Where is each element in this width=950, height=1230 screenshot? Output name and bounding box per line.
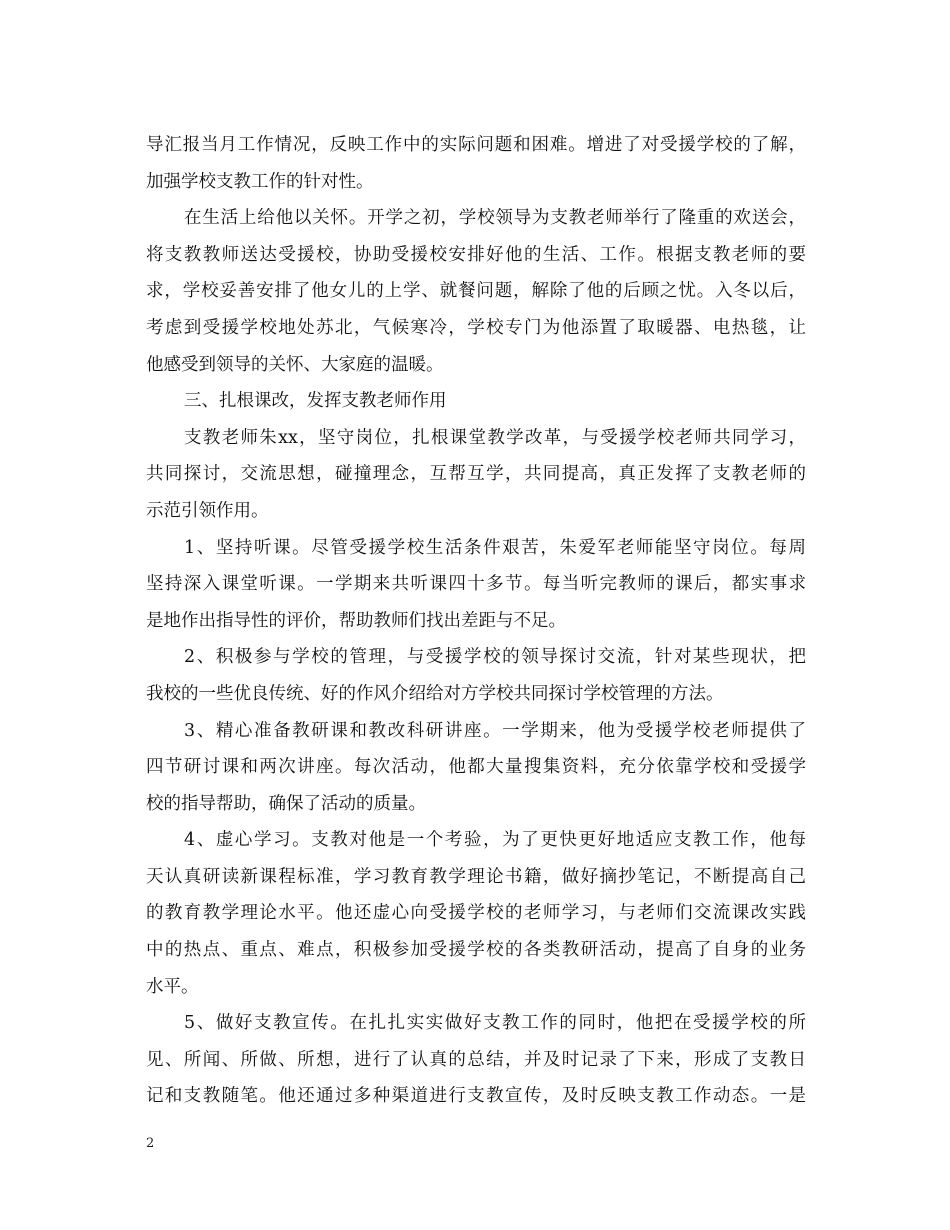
- text-line: 2、积极参与学校的管理，与受援学校的领导探讨交流，针对某些现状，把: [184, 647, 806, 668]
- text-line: 共同探讨，交流思想，碰撞理念，互帮互学，共同提高，真正发挥了支教老师的: [146, 464, 806, 485]
- text-line: 支教老师朱xx，坚守岗位，扎根课堂教学改革，与受援学校老师共同学习，: [184, 427, 806, 448]
- text-line: 四节研讨课和两次讲座。每次活动，他都大量搜集资料，充分依靠学校和受援学: [146, 757, 806, 778]
- text-line: 校的指导帮助，确保了活动的质量。: [146, 793, 426, 814]
- text-line: 导汇报当月工作情况，反映工作中的实际问题和困难。增进了对受援学校的了解，: [146, 135, 806, 155]
- text-line: 中的热点、重点、难点，积极参加受援学校的各类教研活动，提高了自身的业务: [146, 940, 806, 961]
- text-line: 坚持深入课堂听课。一学期来共听课四十多节。每当听完教师的课后，都实事求: [146, 574, 806, 595]
- text-line: 将支教教师送达受援校，协助受援校安排好他的生活、工作。根据支教老师的要: [146, 244, 806, 265]
- text-line: 5、做好支教宣传。在扎扎实实做好支教工作的同时，他把在受援学校的所: [184, 1013, 806, 1034]
- body-text: [146, 127, 806, 1115]
- text-line: 天认真研读新课程标准，学习教育教学理论书籍，做好摘抄笔记，不断提高自己: [146, 866, 806, 887]
- page-number: 2: [146, 1136, 155, 1151]
- text-line: 水平。: [146, 976, 199, 997]
- text-line: 的教育教学理论水平。他还虚心向受援学校的老师学习，与老师们交流课改实践: [146, 903, 806, 924]
- text-line: 见、所闻、所做、所想，进行了认真的总结，并及时记录了下来，形成了支教日: [146, 1049, 806, 1070]
- text-line: 求，学校妥善安排了他女儿的上学、就餐问题，解除了他的后顾之忧。入冬以后，: [146, 281, 806, 302]
- text-line: 4、虚心学习。支教对他是一个考验，为了更快更好地适应支教工作，他每: [184, 830, 806, 851]
- text-line: 在生活上给他以关怀。开学之初，学校领导为支教老师举行了隆重的欢送会，: [184, 208, 806, 229]
- text-line: 我校的一些优良传统、好的作风介绍给对方学校共同探讨学校管理的方法。: [146, 683, 724, 704]
- text-line: 是地作出指导性的评价，帮助教师们找出差距与不足。: [146, 610, 566, 631]
- text-line: 加强学校支教工作的针对性。: [146, 171, 374, 192]
- text-line: 考虑到受援学校地处苏北，气候寒冷，学校专门为他添置了取暖器、电热毯，让: [146, 317, 806, 338]
- text-line: 示范引领作用。: [146, 500, 269, 521]
- text-line: 1、坚持听课。尽管受援学校生活条件艰苦，朱爱军老师能坚守岗位。每周: [184, 537, 806, 558]
- text-line: 他感受到领导的关怀、大家庭的温暖。: [146, 354, 444, 375]
- text-line: 记和支教随笔。他还通过多种渠道进行支教宣传，及时反映支教工作动态。一是: [146, 1086, 806, 1107]
- text-line: 3、精心准备教研课和教改科研讲座。一学期来，他为受援学校老师提供了: [184, 720, 806, 741]
- text-line: 三、扎根课改，发挥支教老师作用: [184, 391, 447, 412]
